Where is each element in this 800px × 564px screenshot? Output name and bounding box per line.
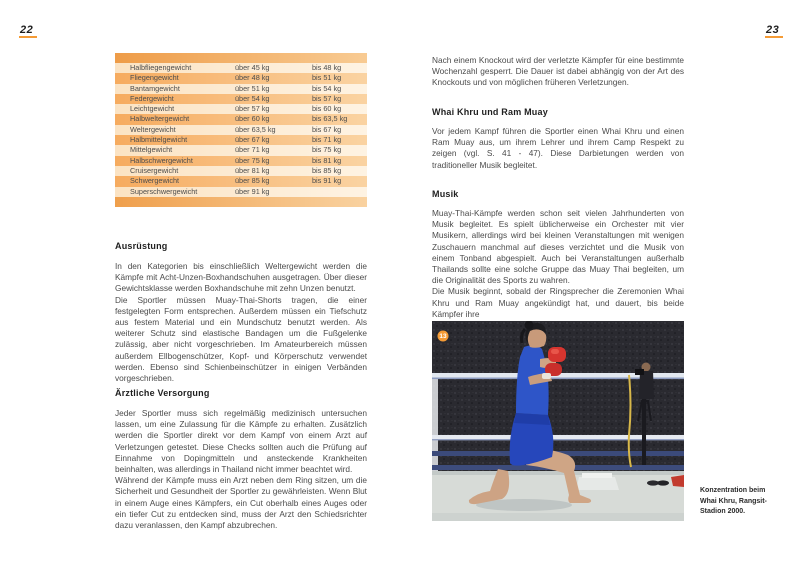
page-number-right <box>766 24 779 36</box>
ring-floor <box>432 471 684 521</box>
page-number-left <box>20 24 33 36</box>
paragraph: Die Sportler müssen Muay-Thai-Shorts tragen, die einer festgelegten Form entsprechen. Außerdem müssen ein Tiefschutz aus festem Material und ein Mundschutz benutzt werden. Als weiterer Schutz sind elastische Bandagen um die Fußgelenke zulässig, aber nicht vorgeschrieben. Im Amateurbereich müssen außerdem Ellbogenschützer, Kopf- und Körperschutz verwendet werden. Ebenso sind Schienbeinschützer in einigen Verbänden vorgeschrieben. <box>115 294 367 384</box>
section-heading-musik: Musik <box>432 189 459 199</box>
table-row: Cruisergewicht über 81 kg bis 85 kg <box>115 166 367 176</box>
caption-line: Stadion 2000. <box>700 508 746 515</box>
paragraph: Muay-Thai-Kämpfe werden schon seit vielen Jahrhunderten von Musik begleitet. Es spielt üblicherweise ein Orchester mit vier Musikern, allerdings wird bei kleinen Veranstaltungen mit wenigen Zuschauern manchmal auf dieses verzichtet und die Musik von einem Tonband abgespielt. Auch bei Veranstaltungen außerhalb Thailands sollte eine solche Gruppe das Muay Thai begleiten, um die Originalität des Sports zu wahren. <box>432 208 684 286</box>
section-body-ausruestung <box>115 261 367 384</box>
table-top-band <box>115 53 367 63</box>
paragraph: Die Musik beginnt, sobald der Ringsprecher die Zeremonien Whai Khru und Ram Muay angekündigt hat, und dauert, bis beide Kämpfer ihre <box>432 286 684 319</box>
table-row: Bantamgewicht über 51 kg bis 54 kg <box>115 84 367 94</box>
ring-step <box>576 477 619 490</box>
ring-step-top <box>582 473 612 478</box>
wrist-wrap <box>542 373 551 379</box>
section-heading-ausruestung: Ausrüstung <box>115 241 168 251</box>
weight-class-table <box>115 53 367 207</box>
table-row: Mittelgewicht über 71 kg bis 75 kg <box>115 145 367 155</box>
table-row: Leichtgewicht über 57 kg bis 60 kg <box>115 104 367 114</box>
section-heading-whai-khru: Whai Khru und Ram Muay <box>432 107 548 117</box>
table-bottom-band <box>115 197 367 207</box>
page-number-underline <box>19 36 37 38</box>
shorts-waistband <box>514 413 550 425</box>
table-row: Halbmittelgewicht über 67 kg bis 71 kg <box>115 135 367 145</box>
paragraph: Während der Kämpfe muss ein Arzt neben dem Ring sitzen, um die Sicherheit und Gesundheit der Sportler zu gewährleisten. Wenn Blut in einem Auge eines Kämpfers, ein Cut oberhalb eines Auges oder ein tiefer Cut zu entdecken sind, muss der Arzt den Schiedsrichter dazu veranlassen, den Kampf abzubrechen. <box>115 475 367 531</box>
figure-caption <box>700 486 782 518</box>
table-row: Halbfliegengewicht über 45 kg bis 48 kg <box>115 63 367 73</box>
page-number-right-text: 23 <box>766 24 780 36</box>
red-corner-pad <box>671 475 684 487</box>
table-row: Halbschwergewicht über 75 kg bis 81 kg <box>115 156 367 166</box>
section-body-whai-khru <box>432 126 684 171</box>
paragraph: In den Kategorien bis einschließlich Weltergewicht werden die Kämpfe mit Acht-Unzen-Boxhandschuhen ausgetragen. Über dieser Gewichtsklasse werden Boxhandschuhe mit zehn Unzen benutzt. <box>115 261 367 294</box>
section-heading-aerztliche-versorgung: Ärztliche Versorgung <box>115 388 210 398</box>
corner-post <box>432 373 438 471</box>
figure-photo-whai-khru <box>432 321 684 521</box>
section-body-musik <box>432 208 684 320</box>
table-row: Weltergewicht über 63,5 kg bis 67 kg <box>115 125 367 135</box>
paragraph: Vor jedem Kampf führen die Sportler einen Whai Khru und einen Ram Muay aus, um ihrem Lehrer und ihrem Camp Respekt zu zeigen (vgl. S. 41 - 47). Diese Darbietungen werden von traditioneller Musik begleitet. <box>432 126 684 170</box>
page-number-underline <box>765 36 783 38</box>
table-row: Federgewicht über 54 kg bis 57 kg <box>115 94 367 104</box>
figure-number: 13 <box>439 333 447 341</box>
table-row: Superschwergewicht über 91 kg <box>115 187 367 197</box>
section-body-aerztliche-versorgung <box>115 408 367 531</box>
figure-number-badge <box>438 331 449 342</box>
caption-line: Whai Khru, Rangsit- <box>700 497 767 505</box>
paragraph: Nach einem Knockout wird der verletzte Kämpfer für eine bestimmte Wochenzahl gesperrt. Die Dauer ist dabei abhängig von der Art des Knockouts und von möglichen früheren Verletzungen. <box>432 55 684 88</box>
table-row: Fliegengewicht über 48 kg bis 51 kg <box>115 73 367 83</box>
paragraph: Jeder Sportler muss sich regelmäßig medizinisch untersuchen lassen, um eine Zulassung für die Kämpfe zu erhalten. Zusätzlich werden die Sportler direkt vor dem Kampf von einem Arzt auf Verletzungen getestet. Diese Checks sollten auch die Prüfung auf Einnahme von Dopingmitteln und ansteckende Krankheiten beinhalten, was allerdings in Thailand nicht immer beachtet wird. <box>115 408 367 475</box>
table-row: Schwergewicht über 85 kg bis 91 kg <box>115 176 367 186</box>
caption-line: Konzentration beim <box>700 487 766 494</box>
page-number-left-text: 22 <box>20 24 34 36</box>
table-row: Halbweltergewicht über 60 kg bis 63,5 kg <box>115 114 367 124</box>
shoes <box>657 480 669 485</box>
knockout-intro-paragraph <box>432 55 684 89</box>
glove-highlight <box>551 349 559 354</box>
